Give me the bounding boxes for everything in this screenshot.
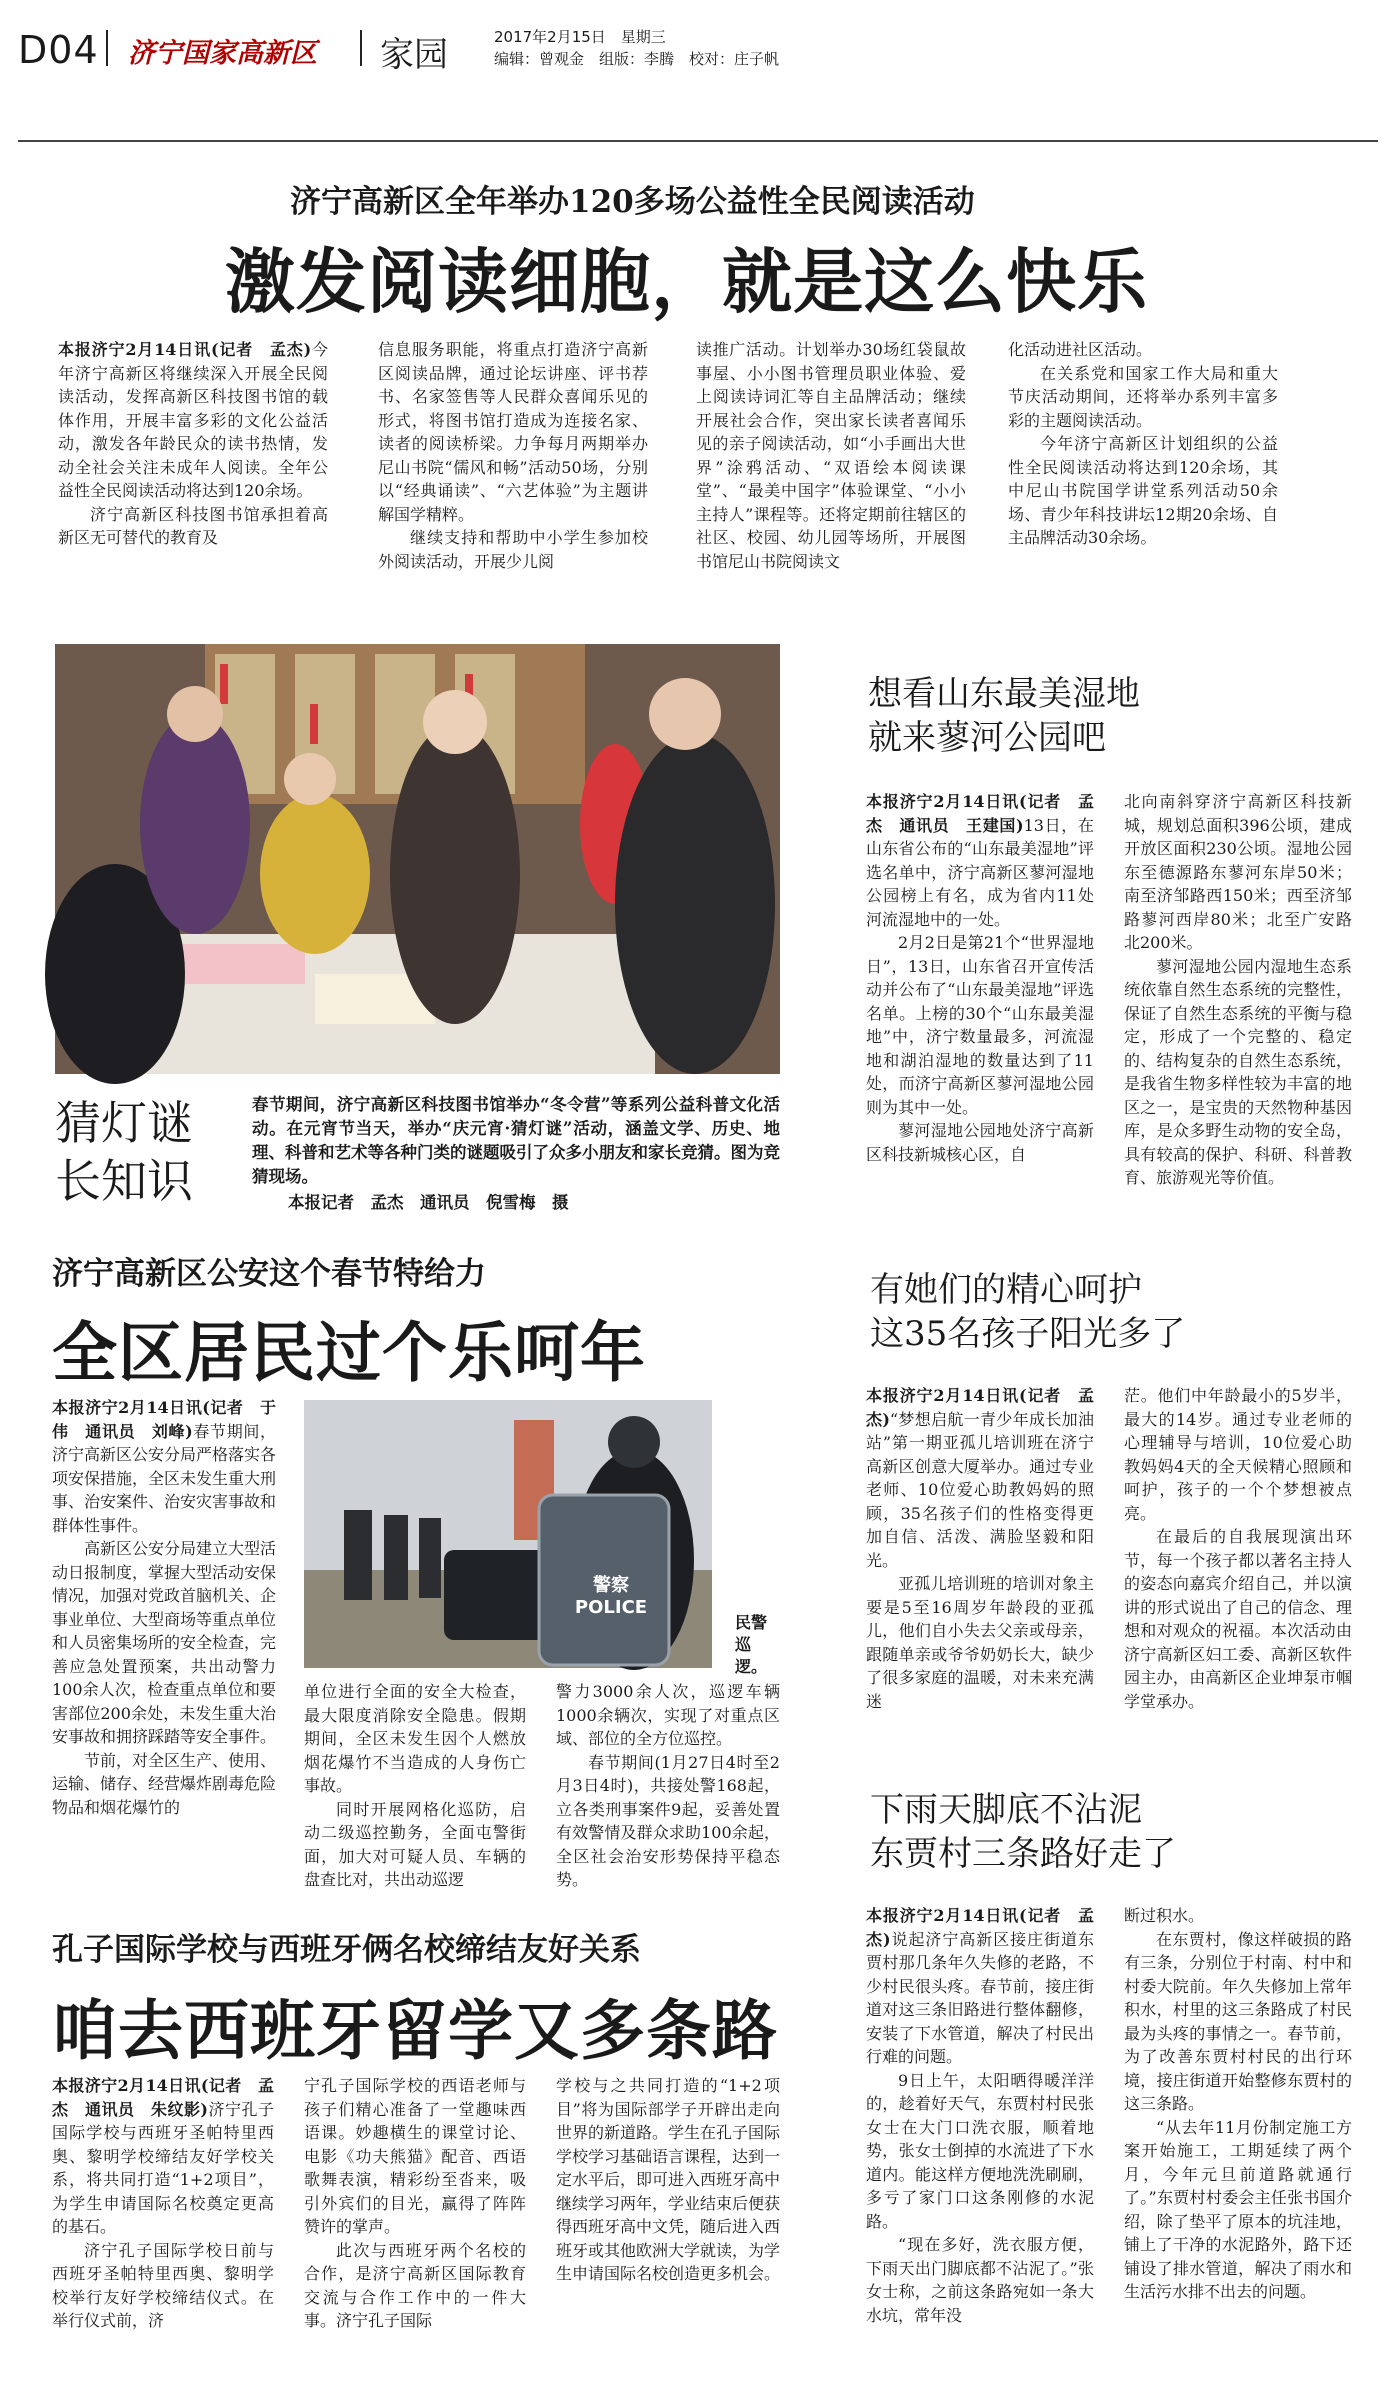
photo1-credit: 本报记者 孟杰 通讯员 倪雪梅 摄 [288,1193,569,1212]
police-photo-caption: 民警巡逻。 [735,1613,768,1676]
story1-column-1 [58,338,328,618]
library-photo-art [55,644,780,1074]
story1-text: 继续支持和帮助中小学生参加校外阅读活动，开展少儿阅 [378,528,648,571]
story2-column-1 [866,790,1094,1230]
story3-kicker: 济宁高新区公安这个春节特给力 [52,1256,486,1292]
story3-headline: 全区居民过个乐呵年 [52,1315,647,1391]
story5-column-1 [52,2074,274,2374]
story4-column-1 [866,1384,1094,1711]
story6-column-2 [1124,1904,1352,2374]
story6-text: 在东贾村，像这样破损的路有三条，分别位于村南、村中和村委大院前。年久失修加上常年积水，村里的这三条路成了村民最为头疼的事情之一。春节前，为了改善东贾村村民的出行环境，接庄街道开始整修东贾村的这三条路。 [1124,1929,1352,2113]
police-shield-text: 警察 POLICE [574,1575,648,1618]
story3-text: 节前，对全区生产、使用、运输、储存、经营爆炸剧毒危险物品和烟花爆竹的 [52,1750,277,1817]
story2-headline [868,672,1140,760]
story1-column-2 [378,338,648,618]
story3-column-2 [304,1680,526,1889]
story3-column-3 [556,1680,780,1889]
police-photo-art [304,1400,712,1668]
story2-headline-line1: 想看山东最美湿地 [868,674,1140,714]
story4-headline [870,1268,1185,1356]
section-name: 家园 [380,35,448,75]
story3-byline: 本报济宁2月14日讯(记者 于伟 通讯员 刘峰) [52,1398,276,1441]
story3-text: 同时开展网格化巡防，启动二级巡控勤务，全面屯警街面，加大对可疑人员、车辆的盘查比对，共出动巡逻 [304,1799,526,1889]
story6-text: “从去年11月份制定施工方案开始施工，工期延续了两个月，今年元旦前道路就通行了。”东贾村村委会主任张书国介绍，除了垫平了原本的坑洼地，铺上了干净的水泥路外，路下还铺设了排水管道，解决了雨水和生活污水排不出去的问题。 [1124,2117,1352,2301]
story5-text: 此次与西班牙两个名校的合作，是济宁高新区国际教育交流与合作工作中的一件大事。济宁孔子国际 [304,2240,526,2330]
editor-credits: 编辑：曾观金 组版：李腾 校对：庄子帆 [494,50,780,68]
story1-text: 读推广活动。计划举办30场红袋鼠故事屋、小小图书管理员职业体验、爱上阅读诗词汇等自主品牌活动；继续开展社会合作，突出家长读者喜闻乐见的亲子阅读活动，如“小手画出大世界”涂鸦活动、“双语绘本阅读课堂”、“最美中国字”体验课堂、“小小主持人”课程等。还将定期前往辖区的社区、校园、幼儿园等场所，开展图书馆尼山书院阅读文 [696,340,966,571]
story1-text: 今年济宁高新区将继续深入开展全民阅读活动，发挥高新区科技图书馆的载体作用，开展丰富多彩的文化公益活动，激发各年龄民众的读书热情，发动全社会关注未成年人阅读。全年公益性全民阅读活动将达到120余场。 [58,340,328,500]
masthead-brand: 济宁国家高新区 [128,38,317,69]
story5-headline: 咱去西班牙留学又多条路 [52,1993,779,2069]
story6-text: 9日上午，太阳晒得暖洋洋的，趁着好天气，东贾村村民张女士在大门口洗衣服，顺着地势，张女士倒掉的水流进了下水道内。能这样方便地洗洗刷刷，多亏了家门口这条刚修的水泥路。 [866,2070,1094,2231]
story4-text: “梦想启航一青少年成长加油站”第一期亚孤儿培训班在济宁高新区创意大厦举办。通过专业老师、10位爱心助教妈妈的照顾，35名孩子们的性格变得更加自信、活泼、满脸坚毅和阳光。 [866,1409,1094,1570]
story3-text: 春节期间(1月27日4时至2月3日4时)，共接处警168起，立各类刑事案件9起，妥善处置有效警情及群众求助100余起，全区社会治安形势保持平稳态势。 [556,1752,780,1889]
story6-byline: 本报济宁2月14日讯(记者 孟杰) [866,1906,1094,1949]
story6-headline-line2: 东贾村三条路好走了 [870,1834,1176,1874]
photo1-title-line1: 猜灯谜 [55,1096,193,1150]
story5-text: 学校与之共同打造的“1+2项目”将为国际部学子开辟出走向世界的新道路。学生在孔子国际学校学习基础语言课程，达到一定水平后，即可进入西班牙高中继续学习两年，学业结束后便获得西班牙高中文凭，随后进入西班牙或其他欧洲大学就读，为学生申请国际名校创造更多机会。 [556,2076,781,2283]
story6-headline-line1: 下雨天脚底不沾泥 [870,1790,1142,1830]
masthead-divider [106,30,108,66]
story5-byline: 本报济宁2月14日讯(记者 孟杰 通讯员 朱纹影) [52,2076,274,2119]
page-number: D04 [18,28,99,72]
story5-column-3 [556,2074,780,2374]
story6-headline [870,1788,1176,1876]
story5-text: 宁孔子国际学校的西语老师与孩子们精心准备了一堂趣味西语课。妙趣横生的课堂讨论、电影《功夫熊猫》配音、西语歌舞表演，精彩纷至沓来，吸引外宾们的目光，赢得了阵阵赞许的掌声。 [304,2076,526,2236]
story2-text: 蓼河湿地公园地处济宁高新区科技新城核心区，自 [866,1121,1094,1164]
story5-text: 济宁孔子国际学校日前与西班牙圣帕特里西奥、黎明学校举行友好学校缔结仪式。在举行仪式前，济 [52,2240,274,2330]
story2-byline: 本报济宁2月14日讯(记者 孟杰 通讯员 王建国) [866,792,1094,835]
story2-text: 2月2日是第21个“世界湿地日”，13日，山东省召开宣传活动并公布了“山东最美湿地”评选名单。上榜的30个“山东最美湿地”中，济宁数量最多，河流湿地和湖泊湿地的数量达到了11处，而济宁高新区蓼河湿地公园则为其中一处。 [866,933,1094,1117]
story4-headline-line1: 有她们的精心呵护 [870,1270,1142,1310]
story1-column-4 [1008,338,1278,618]
masthead-rule [18,140,1378,142]
story1-text: 化活动进社区活动。 [1008,340,1153,359]
story1-text: 信息服务职能，将重点打造济宁高新区阅读品牌，通过论坛讲座、评书荐书、名家签售等人民群众喜闻乐见的形式，将图书馆打造成为连接名家、读者的阅读桥梁。力争每月两期举办尼山书院“儒风和畅”活动50场，分别以“经典诵读”、“六艺体验”为主题讲解国学精粹。 [378,340,648,524]
story5-column-2 [304,2074,526,2374]
story2-headline-line2: 就来蓼河公园吧 [868,718,1106,758]
story4-text: 亚孤儿培训班的培训对象主要是5至16周岁年龄段的亚孤儿，他们自小失去父亲或母亲，跟随单亲或爷爷奶奶长大，缺少了很多家庭的温暖，对未来充满迷 [866,1574,1094,1711]
story1-text: 济宁高新区科技图书馆承担着高新区无可替代的教育及 [58,504,328,547]
story2-text: 蓼河湿地公园内湿地生态系统依靠自然生态系统的完整性，保证了自然生态系统的平衡与稳定，形成了一个完整的、稳定的、结构复杂的自然生态系统，是我省生物多样性较为丰富的地区之一，是宝贵的天然物种基因库，是众多野生动物的安全岛，具有较高的保护、科研、科普教育、旅游观光等价值。 [1124,956,1352,1187]
story6-text: 说起济宁高新区接庄街道东贾村那几条年久失修的老路，不少村民很头疼。春节前，接庄街道对这三条旧路进行整体翻修，安装了下水管道，解决了村民出行难的问题。 [866,1929,1094,2066]
story6-text: 断过积水。 [1124,1906,1205,1925]
police-photo [304,1400,712,1668]
story3-text: 高新区公安分局建立大型活动日报制度，掌握大型活动安保情况，加强对党政首脑机关、企事业单位、大型商场等重点单位和人员密集场所的安全检查，完善应急处置预案，共出动警力100余人次，检查重点单位和要害部位200余处，未发生重大治安事故和拥挤踩踏等安全事件。 [52,1539,277,1746]
story6-text: “现在多好，洗衣服方便，下雨天出门脚底都不沾泥了。”张女士称，之前这条路宛如一条大水坑，常年没 [866,2235,1094,2325]
photo1-caption [252,1093,780,1215]
story5-text: 济宁孔子国际学校与西班牙圣帕特里西奥、黎明学校缔结友好学校关系，将共同打造“1+2项目”，为学生申请国际名校奠定更高的基石。 [52,2099,274,2236]
story1-text: 在关系党和国家工作大局和重大节庆活动期间，还将举办系列丰富多彩的主题阅读活动。 [1008,363,1278,430]
photo1-title-line2: 长知识 [55,1154,193,1208]
story2-column-2 [1124,790,1352,1230]
story2-text: 北向南斜穿济宁高新区科技新城，规划总面积396公顷，建成开放区面积230公顷。湿地公园东至德源路东蓼河东岸50米；南至济邹路西150米；西至济邹路蓼河西岸80米；北至广安路北200米。 [1124,792,1352,952]
story1-text: 今年济宁高新区计划组织的公益性全民阅读活动将达到120余场，其中尼山书院国学讲堂系列活动50余场、青少年科技讲坛12期20余场、自主品牌活动30余场。 [1008,434,1278,547]
story1-headline: 激发阅读细胞，就是这么快乐 [225,240,1148,323]
story3-text: 单位进行全面的安全大检查，最大限度消除安全隐患。假期期间，全区未发生因个人燃放烟花爆竹不当造成的人身伤亡事故。 [304,1682,526,1795]
story1-kicker: 济宁高新区全年举办120多场公益性全民阅读活动 [290,184,975,220]
story1-column-3 [696,338,966,618]
story3-text: 春节期间，济宁高新区公安分局严格落实各项安保措施，全区未发生重大刑事、治安案件、治安灾害事故和群体性事件。 [52,1421,277,1535]
story6-column-1 [866,1904,1094,2374]
story1-byline: 本报济宁2月14日讯(记者 孟杰) [58,340,312,359]
story4-byline: 本报济宁2月14日讯(记者 孟杰) [866,1386,1094,1429]
story3-column-1 [52,1396,276,1846]
story5-kicker: 孔子国际学校与西班牙俩名校缔结友好关系 [52,1932,641,1968]
story4-column-2 [1124,1384,1352,1711]
story4-headline-line2: 这35名孩子阳光多了 [870,1314,1186,1354]
story3-text: 警力3000余人次，巡逻车辆1000余辆次，实现了对重点区域、部位的全方位巡控。 [556,1682,780,1748]
issue-date: 2017年2月15日 星期三 [494,28,666,46]
library-photo [55,644,780,1074]
masthead-divider [360,30,362,66]
story2-text: 13日，在山东省公布的“山东最美湿地”评选名单中，济宁高新区蓼河湿地公园榜上有名，成为省内11处河流湿地中的一处。 [866,815,1094,929]
story4-text: 在最后的自我展现演出环节，每一个孩子都以著名主持人的姿态向嘉宾介绍自己，并以演讲的形式说出了自己的信念、理想和对观众的祝福。本次活动由济宁高新区妇工委、高新区软件园主办，由高新区企业坤泵市帼学堂承办。 [1124,1527,1352,1711]
story4-text: 茫。他们中年龄最小的5岁半，最大的14岁。通过专业老师的心理辅导与培训，10位爱心助教妈妈4天的全天候精心照顾和呵护，孩子的一个个梦想被点亮。 [1124,1386,1352,1523]
photo1-caption-text: 春节期间，济宁高新区科技图书馆举办“冬令营”等系列公益科普文化活动。在元宵节当天，举办“庆元宵·猜灯谜”活动，涵盖文学、历史、地理、科普和艺术等各种门类的谜题吸引了众多小朋友和家长竞猜。图为竞猜现场。 [252,1095,780,1186]
